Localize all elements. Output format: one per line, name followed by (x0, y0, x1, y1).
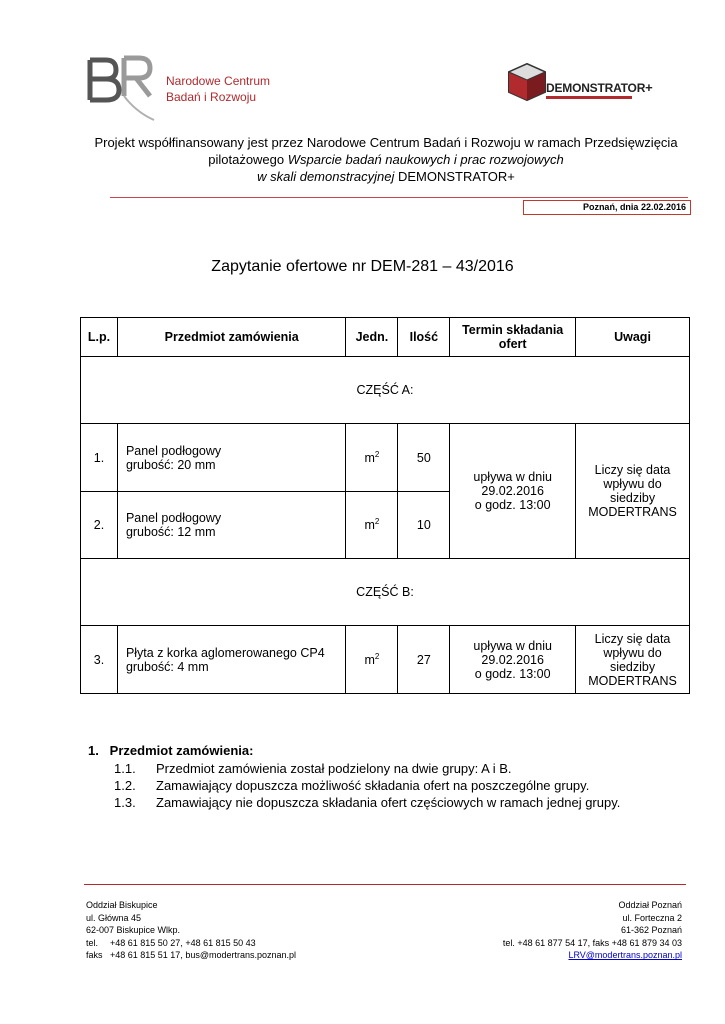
row-lp: 2. (81, 492, 118, 559)
project-funding-note (60, 134, 712, 185)
row-item-spec: grubość: 12 mm (125, 525, 216, 539)
notes-line-2: wpływu do (603, 645, 662, 660)
row-item (117, 492, 346, 559)
row-unit-base: m (364, 653, 375, 668)
footer-left-address (86, 899, 296, 962)
footer-right-line-4: tel. +48 61 877 54 17, faks +48 61 879 34 03 (502, 937, 682, 948)
row-item-name: Płyta z korka aglomerowanego CP4 (125, 645, 325, 660)
footer-left-line-2: ul. Główna 45 (86, 912, 142, 923)
header-deadline-line-1: Termin składania (462, 323, 564, 337)
list-item-text: Przedmiot zamówienia został podzielony na dwie grupy: A i B. (156, 761, 512, 776)
notes-line-3: siedziby (609, 491, 656, 505)
project-line-2 (60, 151, 712, 168)
notes-line-3: siedziby (609, 659, 656, 674)
list-item-text: Zamawiający dopuszcza możliwość składania ofert na poszczególne grupy. (156, 778, 590, 793)
row-unit-sup: 2 (374, 449, 380, 459)
notes-line-4: MODERTRANS (588, 505, 677, 519)
part-a-label: CZĘŚĆ A: (81, 357, 690, 424)
row-notes (576, 626, 690, 694)
deadline-line-3: o godz. 13:00 (474, 666, 551, 681)
project-line-3-italic: w skali demonstracyjnej (257, 169, 395, 184)
row-notes (576, 424, 690, 559)
notes-line-4: MODERTRANS (588, 673, 677, 688)
project-line-2-italic: Wsparcie badań naukowych i prac rozwojowych (287, 152, 564, 167)
footer-left-line-3: 62-007 Biskupice Wlkp. (86, 925, 181, 936)
row-unit-sup: 2 (374, 517, 380, 527)
notes-line-1: Liczy się data (594, 463, 671, 477)
tel-label: tel. (86, 937, 99, 948)
row-qty: 27 (398, 626, 450, 694)
header-deadline (450, 318, 576, 357)
table-header-row (81, 318, 690, 357)
row-lp: 3. (81, 626, 118, 694)
header-deadline-line-2: ofert (498, 337, 527, 351)
row-deadline (450, 626, 576, 694)
notes-line-1: Liczy się data (594, 631, 671, 646)
footer-right-address (503, 899, 682, 962)
header-unit: Jedn. (346, 318, 398, 357)
header-lp: L.p. (81, 318, 118, 357)
header-divider (110, 197, 688, 198)
row-qty: 10 (398, 492, 450, 559)
row-unit (346, 424, 398, 492)
ncbr-line-1: Narodowe Centrum (166, 74, 271, 88)
list-item-number: 1.2. (114, 778, 136, 793)
demonstrator-logo-text (546, 80, 653, 95)
row-unit-base: m (364, 518, 375, 533)
deadline-line-3: o godz. 13:00 (474, 498, 551, 512)
row-qty: 50 (398, 424, 450, 492)
row-item-spec: grubość: 4 mm (125, 659, 209, 674)
table-row (81, 626, 690, 694)
project-line-3 (60, 168, 712, 185)
footer-right-line-2: ul. Forteczna 2 (622, 912, 682, 923)
section-1-heading: 1. Przedmiot zamówienia: (88, 743, 254, 758)
demonstrator-name: DEMONSTRATOR (546, 81, 646, 95)
project-line-3-suffix: DEMONSTRATOR+ (394, 169, 515, 184)
notes-line-2: wpływu do (603, 477, 662, 491)
deadline-line-2: 29.02.2016 (481, 484, 544, 498)
header-notes: Uwagi (576, 318, 690, 357)
footer-divider (84, 884, 686, 885)
deadline-line-2: 29.02.2016 (481, 652, 544, 667)
project-line-1: Projekt współfinansowany jest przez Narodowe Centrum Badań i Rozwoju w ramach Przedsięwzięcia (94, 135, 678, 150)
project-line-2-prefix: pilotażowego (208, 152, 288, 167)
row-item (117, 626, 346, 694)
list-item-number: 1.3. (114, 795, 136, 810)
row-lp: 1. (81, 424, 118, 492)
list-item-text: Zamawiający nie dopuszcza składania ofert częściowych w ramach jednej grupy. (156, 795, 621, 810)
date-box: Poznań, dnia 22.02.2016 (523, 200, 691, 215)
table-row (81, 424, 690, 492)
deadline-line-1: upływa w dniu (473, 470, 552, 484)
row-unit (346, 626, 398, 694)
row-item (117, 424, 346, 492)
row-deadline (450, 424, 576, 559)
footer-right-line-1: Oddział Poznań (618, 900, 682, 910)
part-b-row (81, 559, 690, 626)
row-unit (346, 492, 398, 559)
row-item-name: Panel podłogowy (125, 511, 222, 525)
footer-left-tel (86, 937, 296, 950)
ncbr-line-2: Badań i Rozwoju (166, 90, 257, 104)
row-item-name: Panel podłogowy (125, 443, 222, 458)
part-a-row (81, 357, 690, 424)
footer-left-fax (86, 949, 296, 962)
ncbr-logo-text (166, 73, 270, 105)
part-b-label: CZĘŚĆ B: (81, 559, 690, 626)
deadline-line-1: upływa w dniu (473, 638, 552, 653)
header-qty: Ilość (398, 318, 450, 357)
order-table (80, 317, 690, 694)
row-unit-base: m (364, 451, 375, 466)
fax-label: faks (86, 950, 103, 961)
demonstrator-underline (546, 96, 632, 99)
tel-value: +48 61 815 50 27, +48 61 815 50 43 (110, 937, 256, 948)
list-item-number: 1.1. (114, 761, 136, 776)
footer-right-line-3: 61-362 Poznań (620, 925, 682, 936)
footer-left-line-1: Oddział Biskupice (86, 900, 158, 910)
row-item-spec: grubość: 20 mm (125, 457, 216, 472)
row-unit-sup: 2 (374, 651, 380, 661)
demonstrator-plus: + (645, 80, 653, 95)
email-link[interactable]: LRV@modertrans.poznan.pl (568, 950, 682, 961)
header-item: Przedmiot zamówienia (117, 318, 346, 357)
document-title: Zapytanie ofertowe nr DEM-281 – 43/2016 (211, 258, 514, 275)
fax-value: +48 61 815 51 17, bus@modertrans.poznan.pl (110, 950, 297, 961)
